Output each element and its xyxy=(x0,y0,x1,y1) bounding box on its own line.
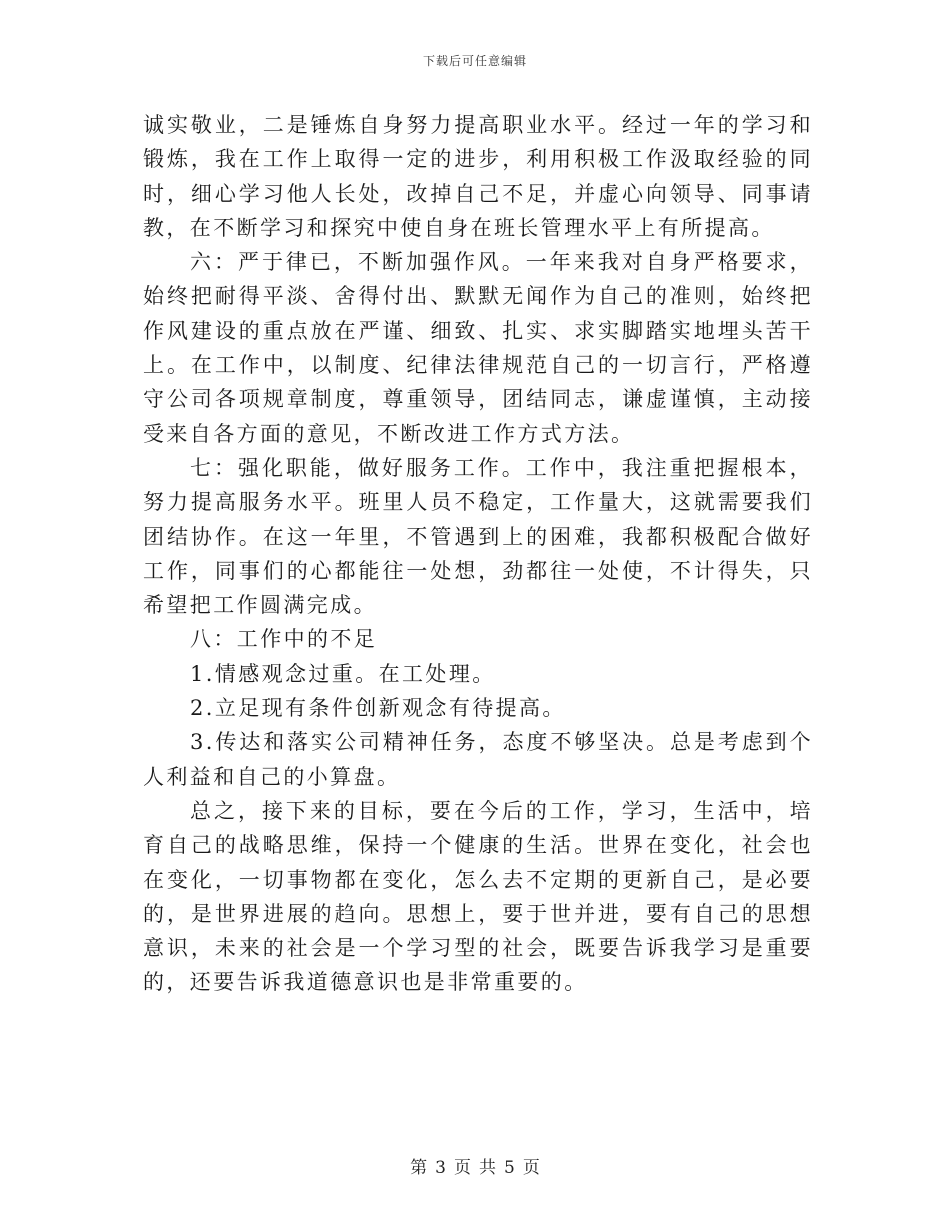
footer-page-word: 页 xyxy=(454,1158,471,1178)
list-item-2: 2.立足现有条件创新观念有待提高。 xyxy=(190,696,566,721)
paragraph-conclusion: 总之，接下来的目标，要在今后的工作，学习，生活中，培育自己的战略思维，保持一个健康的生活。世界在变化，社会也在变化，一切事物都在变化，怎么去不定期的更新自己，是必要的，是世界进展的趋向。思想上，要于世并进，要有自己的思想意识，未来的社会是一个学习型的社会，既要告诉我学习是重要的，还要告诉我道德意识也是非常重要的。 xyxy=(143,798,813,995)
heading-section-eight: 八：工作中的不足 xyxy=(190,627,378,652)
footer-total-word: 共 xyxy=(479,1158,496,1178)
footer-suffix: 页 xyxy=(522,1158,540,1178)
footer-prefix: 第 xyxy=(410,1158,428,1178)
paragraph-section-six: 六：严于律已，不断加强作风。一年来我对自身严格要求，始终把耐得平淡、舍得付出、默默无闻作为自己的准则，始终把作风建设的重点放在严谨、细致、扎实、求实脚踏实地埋头苦干上。在工作中，以制度、纪律法律规范自己的一切言行，严格遵守公司各项规章制度，尊重领导，团结同志，谦虚谨慎，主动接受来自各方面的意见，不断改进工作方式方法。 xyxy=(143,250,813,446)
list-item-1: 1.情感观念过重。在工处理。 xyxy=(190,661,496,686)
document-body xyxy=(143,108,813,1000)
list-item-3: 3.传达和落实公司精神任务，态度不够坚决。总是考虑到个人利益和自己的小算盘。 xyxy=(143,730,813,789)
footer-total-pages: 5 xyxy=(504,1158,515,1178)
footer-current-page: 3 xyxy=(435,1158,446,1178)
paragraph-section-seven: 七：强化职能，做好服务工作。工作中，我注重把握根本，努力提高服务水平。班里人员不稳定，工作量大，这就需要我们团结协作。在这一年里，不管遇到上的困难，我都积极配合做好工作，同事们的心都能往一处想，劲都往一处使，不计得失，只希望把工作圆满完成。 xyxy=(143,455,813,618)
page-header: 下载后可任意编辑 xyxy=(422,54,527,68)
paragraph-continued-intro: 诚实敬业，二是锤炼自身努力提高职业水平。经过一年的学习和锻炼，我在工作上取得一定的进步，利用积极工作汲取经验的同时，细心学习他人长处，改掉自己不足，并虚心向领导、同事请教，在不断学习和探究中使自身在班长管理水平上有所提高。 xyxy=(143,113,813,240)
page-number-footer xyxy=(0,1153,950,1178)
